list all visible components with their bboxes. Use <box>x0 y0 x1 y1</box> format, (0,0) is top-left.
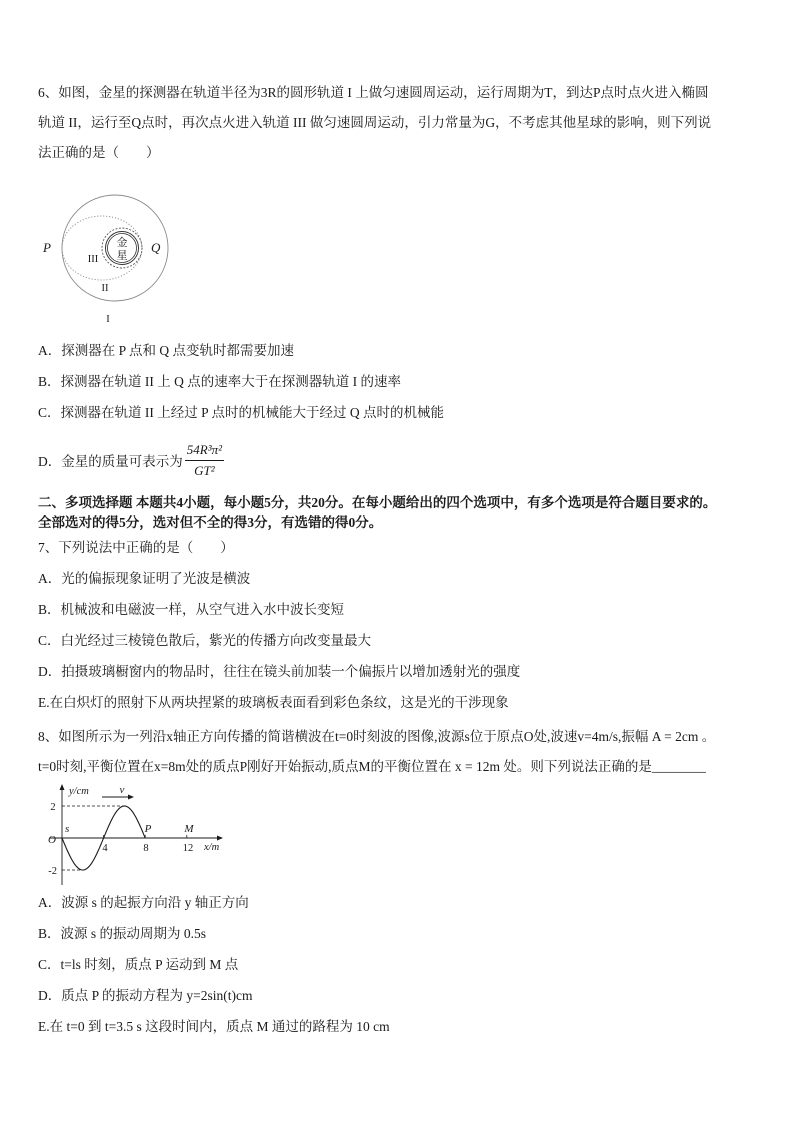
question-8-option-e: E.在 t=0 到 t=3.5 s 这段时间内，质点 M 通过的路程为 10 cm <box>38 1019 390 1034</box>
question-7-option-e: E.在白炽灯的照射下从两块捏紧的玻璃板表面看到彩色条纹，这是光的干涉现象 <box>38 695 509 710</box>
question-7-option-b: B．机械波和电磁波一样，从空气进入水中波长变短 <box>38 602 345 617</box>
question-8-stem <box>38 722 783 782</box>
question-6-stem-line-3: 法正确的是（ ） <box>38 145 160 160</box>
x-tick-12-label: 12 <box>182 843 194 854</box>
x-tick-8-label: 8 <box>143 843 149 854</box>
question-8-option-b: B．波源 s 的振动周期为 0.5s <box>38 926 207 941</box>
y-axis-arrow <box>60 784 65 790</box>
x-tick-4-label: 4 <box>102 843 108 854</box>
venus-label-bottom: 星 <box>116 250 128 262</box>
point-q-label: Q <box>151 240 161 255</box>
fraction-bar <box>185 460 224 461</box>
velocity-label: v <box>119 784 125 796</box>
question-7-option-c: C．白光经过三棱镜色散后，紫光的传播方向改变量最大 <box>38 633 372 648</box>
y-axis-label: y/cm <box>69 786 89 797</box>
question-8-option-d: D．质点 P 的振动方程为 y=2sin(t)cm <box>38 988 253 1003</box>
point-m-label: M <box>184 823 194 835</box>
question-8-stem-line-2: t=0时刻,平衡位置在x=8m处的质点P刚好开始振动,质点M的平衡位置在 x = 12m 处。则下列说法正确的是________ <box>38 759 706 774</box>
question-6-stem-line-2: 轨道 II，运行至Q点时，再次点火进入轨道 III 做匀速圆周运动，引力常量为G，不考虑其他星球的影响，则下列说 <box>38 115 712 130</box>
wave-graph-svg <box>38 783 233 887</box>
question-6-option-c: C．探测器在轨道 II 上经过 P 点时的机械能大于经过 Q 点时的机械能 <box>38 405 445 420</box>
question-6-option-b: B．探测器在轨道 II 上 Q 点的速率大于在探测器轨道 I 的速率 <box>38 374 401 389</box>
question-7 <box>38 533 783 718</box>
question-8-stem-line-1: 8、如图所示为一列沿x轴正方向传播的简谐横波在t=0时刻波的图像,波源s位于原点O处,波速v=4m/s,振幅 A = 2cm 。 <box>38 729 716 744</box>
x-axis-arrow <box>217 836 223 841</box>
section-2-heading-line-1: 二、多项选择题 本题共4小题，每小题5分，共20分。在每小题给出的四个选项中，有多个选项是符合题目要求的。 <box>38 495 717 510</box>
question-6-option-d-text: D．金星的质量可表示为 <box>38 454 183 469</box>
question-8 <box>38 722 783 1042</box>
fraction-denominator: GT² <box>194 463 215 478</box>
orbit-3-label: III <box>87 254 99 265</box>
orbit-2-label: II <box>101 283 109 294</box>
venus-mass-fraction <box>185 441 224 479</box>
venus-label-top: 金 <box>116 237 128 249</box>
x-axis-label: x/m <box>204 842 220 853</box>
velocity-arrow-head <box>128 795 134 800</box>
wave-graph <box>38 783 783 887</box>
orbit-diagram <box>38 185 783 335</box>
point-p-label: P <box>144 823 152 835</box>
orbit-1-label: I <box>106 314 110 325</box>
question-8-option-c: C．t=ls 时刻，质点 P 运动到 M 点 <box>38 957 239 972</box>
question-7-option-a: A．光的偏振现象证明了光波是横波 <box>38 571 251 586</box>
question-6-stem-line-1: 6、如图，金星的探测器在轨道半径为3R的圆形轨道 I 上做匀速圆周运动，运行周期为T，到达P点时点火进入椭圆 <box>38 85 709 100</box>
orbit-diagram-svg <box>38 185 178 335</box>
question-8-option-a: A．波源 s 的起振方向沿 y 轴正方向 <box>38 895 249 910</box>
origin-label: O <box>48 834 56 846</box>
section-2-heading-line-2: 全部选对的得5分，选对但不全的得3分，有选错的得0分。 <box>38 515 383 530</box>
question-6-option-a: A．探测器在 P 点和 Q 点变轨时都需要加速 <box>38 343 295 358</box>
question-7-stem: 7、下列说法中正确的是（ ） <box>38 540 234 555</box>
question-7-option-d: D．拍摄玻璃橱窗内的物品时，往往在镜头前加装一个偏振片以增加透射光的强度 <box>38 664 521 679</box>
exam-content <box>38 78 783 1042</box>
question-6-option-d <box>38 438 783 482</box>
fraction-numerator: 54R³π² <box>186 442 222 457</box>
point-p-label: P <box>43 240 51 255</box>
y-tick-top-label: 2 <box>50 802 56 813</box>
source-label: s <box>65 823 70 835</box>
section-2-heading <box>38 493 783 533</box>
y-tick-bottom-label: -2 <box>48 866 57 877</box>
question-6 <box>38 78 783 482</box>
